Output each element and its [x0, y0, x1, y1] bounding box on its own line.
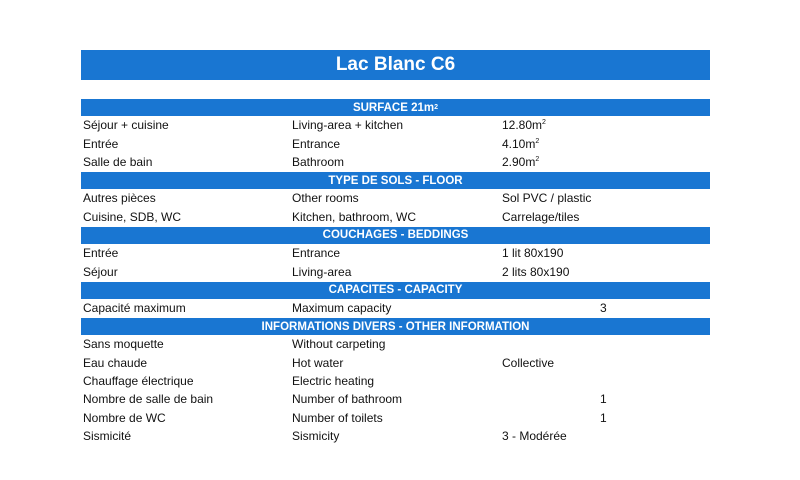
- info-table: [81, 98, 710, 445]
- table-row: [81, 427, 710, 445]
- table-row: [81, 116, 710, 134]
- label-en: Sismicity: [292, 429, 340, 444]
- label-en: Kitchen, bathroom, WC: [292, 209, 417, 224]
- label-fr: Chauffage électrique: [83, 374, 194, 389]
- label-en: Entrance: [292, 246, 341, 261]
- value-superscript: 2: [535, 155, 540, 163]
- table-row: [81, 134, 710, 152]
- label-en: Bathroom: [292, 154, 345, 169]
- value-cell: [502, 137, 600, 151]
- table-row: [81, 372, 710, 390]
- value-text: Sol PVC / plastic: [502, 191, 592, 206]
- label-en: Number of bathroom: [292, 392, 403, 407]
- page-title: Lac Blanc C6: [81, 50, 710, 80]
- table-row: [81, 354, 710, 372]
- table-row: [81, 390, 710, 408]
- section-header-label: TYPE DE SOLS - FLOOR: [328, 174, 463, 187]
- label-fr: Séjour + cuisine: [83, 118, 169, 133]
- label-en: Electric heating: [292, 374, 375, 389]
- value-cell: [502, 155, 600, 169]
- table-row: [81, 262, 710, 280]
- label-en: Entrance: [292, 136, 341, 151]
- value-superscript: 2: [542, 119, 546, 127]
- count-cell: 1: [600, 392, 607, 407]
- label-en: Living-area: [292, 264, 352, 279]
- label-fr: Sismicité: [83, 429, 132, 444]
- label-en: Hot water: [292, 355, 344, 370]
- label-en: Without carpeting: [292, 337, 386, 352]
- section-header-label: SURFACE 21m: [352, 101, 435, 114]
- value-cell: [502, 265, 600, 279]
- label-en: Maximum capacity: [292, 300, 392, 315]
- label-fr: Eau chaude: [83, 355, 148, 370]
- value-cell: [502, 356, 600, 370]
- table-row: [81, 409, 710, 427]
- label-fr: Cuisine, SDB, WC: [83, 209, 182, 224]
- section-header-superscript: 2: [434, 104, 439, 111]
- section-header: [81, 98, 710, 116]
- value-superscript: 2: [535, 137, 540, 145]
- label-fr: Nombre de salle de bain: [83, 392, 214, 407]
- section-header-label: CAPACITES - CAPACITY: [328, 284, 463, 297]
- value-text: Carrelage/tiles: [502, 209, 580, 224]
- label-fr: Entrée: [83, 246, 119, 261]
- value-text: Collective: [502, 355, 555, 370]
- label-en: Other rooms: [292, 191, 359, 206]
- section-header-label: COUCHAGES - BEDDINGS: [322, 229, 469, 242]
- section-header: [81, 317, 710, 335]
- label-fr: Salle de bain: [83, 154, 153, 169]
- value-cell: [502, 429, 600, 443]
- label-fr: Autres pièces: [83, 191, 156, 206]
- section-header: [81, 226, 710, 244]
- label-fr: Entrée: [83, 136, 119, 151]
- label-fr: Capacité maximum: [83, 300, 186, 315]
- value-cell: [502, 210, 600, 224]
- label-fr: Nombre de WC: [83, 410, 166, 425]
- count-cell: 1: [600, 410, 607, 425]
- table-row: [81, 335, 710, 353]
- label-en: Number of toilets: [292, 410, 383, 425]
- section-header: [81, 171, 710, 189]
- label-en: Living-area + kitchen: [292, 118, 404, 133]
- table-row: [81, 299, 710, 317]
- value-text: 4.10m: [502, 136, 536, 151]
- value-cell: [502, 191, 600, 205]
- value-text: 1 lit 80x190: [502, 246, 564, 261]
- table-row: [81, 244, 710, 262]
- value-text: 2 lits 80x190: [502, 264, 570, 279]
- section-header-label: INFORMATIONS DIVERS - OTHER INFORMATION: [261, 320, 530, 333]
- value-text: 3 - Modérée: [502, 429, 567, 444]
- table-row: [81, 189, 710, 207]
- value-cell: [502, 246, 600, 260]
- value-cell: [502, 118, 600, 132]
- table-row: [81, 153, 710, 171]
- section-header: [81, 281, 710, 299]
- count-cell: 3: [600, 300, 607, 315]
- value-text: 12.80m: [502, 118, 543, 133]
- value-text: 2.90m: [502, 154, 536, 169]
- label-fr: Sans moquette: [83, 337, 164, 352]
- label-fr: Séjour: [83, 264, 118, 279]
- table-row: [81, 208, 710, 226]
